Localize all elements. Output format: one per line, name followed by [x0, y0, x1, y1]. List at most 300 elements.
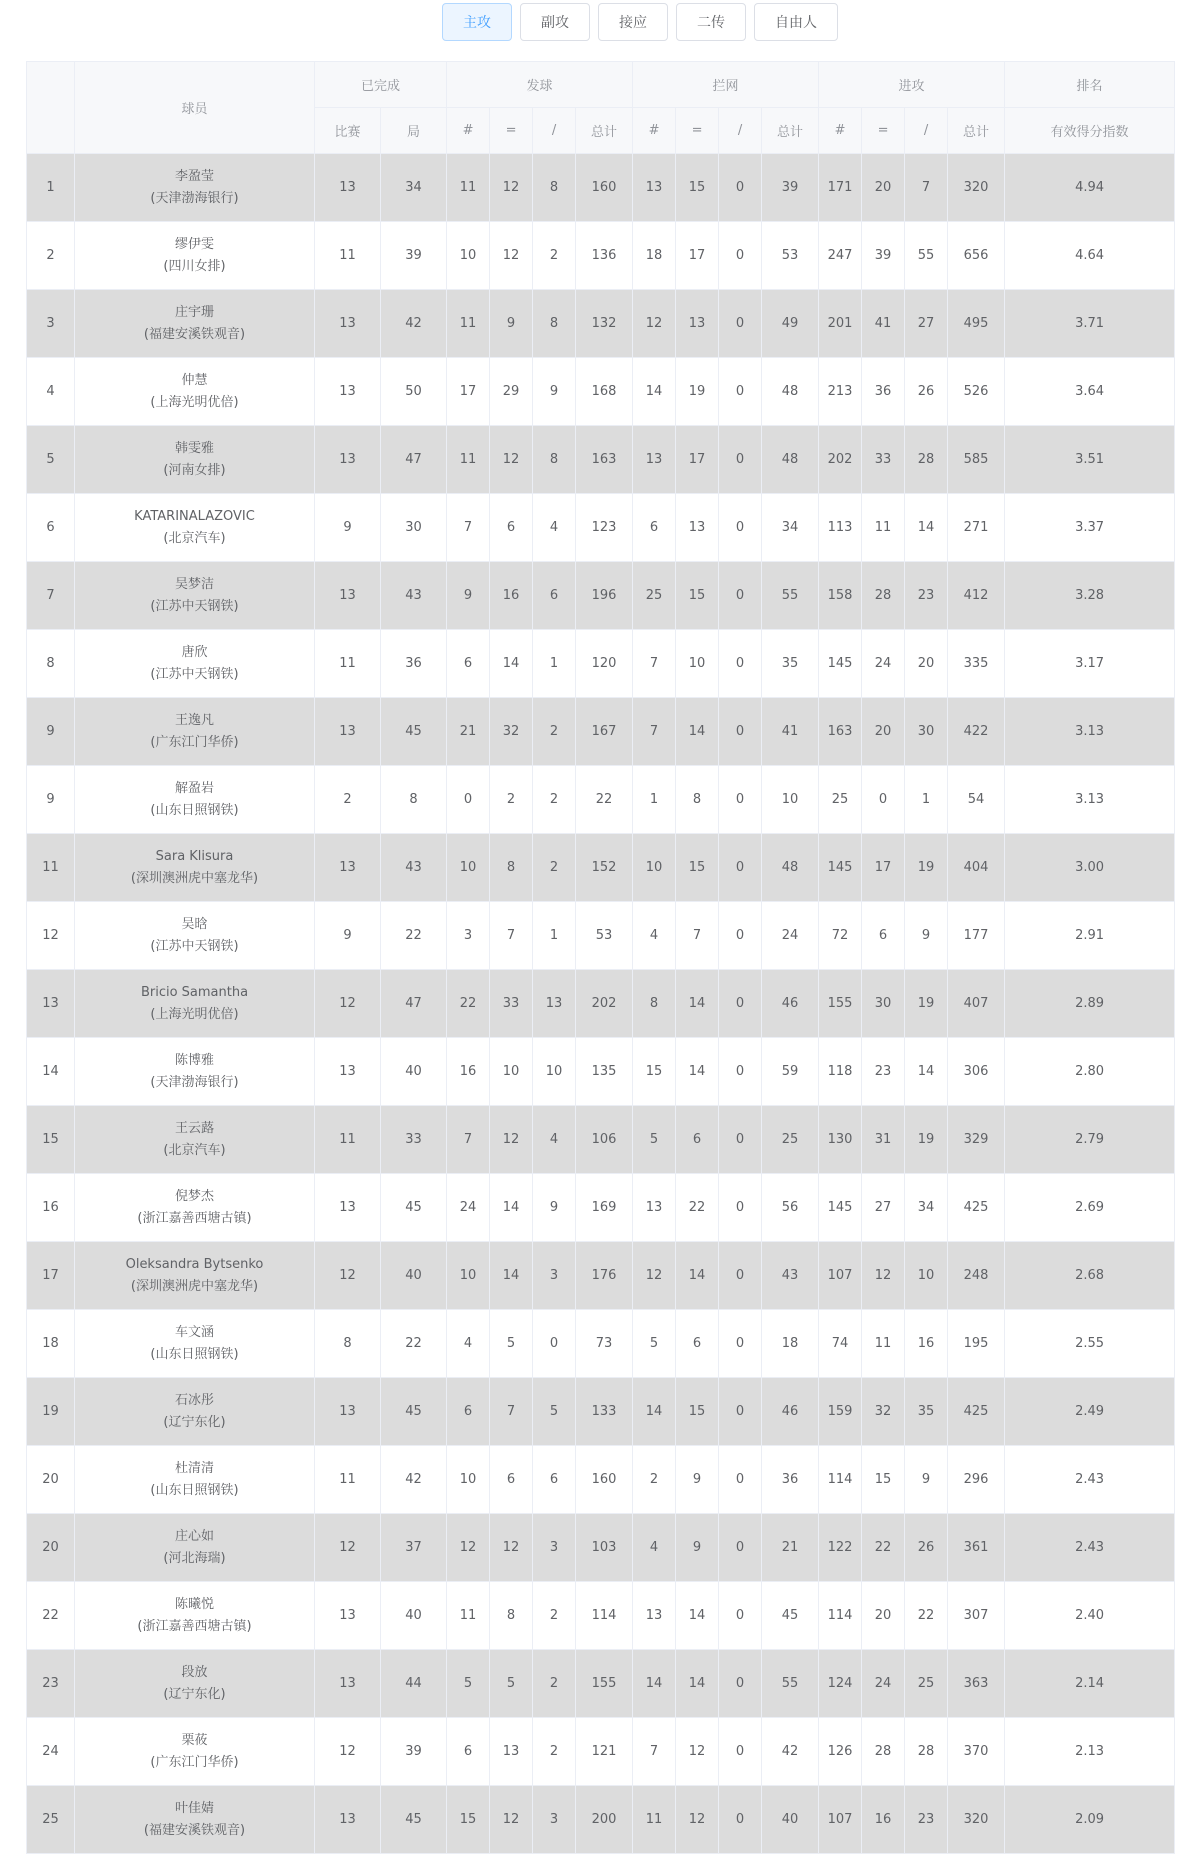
cell-matches: 12 — [315, 1242, 381, 1310]
player-name: Oleksandra Bytsenko — [125, 1256, 264, 1272]
cell-serve-error: 6 — [490, 494, 533, 562]
cell-serve-slash: 2 — [533, 1650, 576, 1718]
cell-player — [75, 1038, 315, 1106]
cell-player — [75, 766, 315, 834]
cell-player — [75, 1242, 315, 1310]
cell-attack-total: 370 — [948, 1718, 1005, 1786]
cell-block-error: 14 — [676, 1650, 719, 1718]
cell-serve-total: 196 — [576, 562, 633, 630]
player-name: 缪伊雯 — [174, 236, 214, 252]
cell-attack-total: 425 — [948, 1174, 1005, 1242]
cell-block-error: 17 — [676, 222, 719, 290]
cell-serve-ace: 12 — [447, 1514, 490, 1582]
cell-serve-error: 7 — [490, 902, 533, 970]
cell-attack-kill: 107 — [819, 1242, 862, 1310]
cell-serve-slash: 8 — [533, 426, 576, 494]
cell-attack-slash: 25 — [905, 1650, 948, 1718]
cell-block-error: 15 — [676, 154, 719, 222]
cell-rank: 25 — [27, 1786, 75, 1854]
cell-sets: 30 — [381, 494, 447, 562]
cell-serve-error: 8 — [490, 834, 533, 902]
cell-serve-total: 106 — [576, 1106, 633, 1174]
cell-serve-ace: 21 — [447, 698, 490, 766]
cell-attack-total: 495 — [948, 290, 1005, 358]
cell-block-slash: 0 — [719, 766, 762, 834]
cell-serve-error: 12 — [490, 426, 533, 494]
cell-serve-error: 5 — [490, 1650, 533, 1718]
cell-block-slash: 0 — [719, 1242, 762, 1310]
cell-rank: 20 — [27, 1514, 75, 1582]
table-row[interactable] — [27, 834, 1175, 902]
cell-effective-index: 3.71 — [1005, 290, 1175, 358]
table-row[interactable] — [27, 562, 1175, 630]
cell-sets: 8 — [381, 766, 447, 834]
cell-attack-kill: 158 — [819, 562, 862, 630]
cell-block-slash: 0 — [719, 290, 762, 358]
cell-attack-slash: 28 — [905, 1718, 948, 1786]
cell-attack-total: 306 — [948, 1038, 1005, 1106]
cell-serve-error: 16 — [490, 562, 533, 630]
cell-sets: 43 — [381, 834, 447, 902]
cell-attack-total: 320 — [948, 154, 1005, 222]
cell-block-error: 19 — [676, 358, 719, 426]
cell-block-total: 48 — [762, 834, 819, 902]
cell-matches: 13 — [315, 1174, 381, 1242]
cell-serve-ace: 11 — [447, 290, 490, 358]
cell-serve-total: 168 — [576, 358, 633, 426]
table-row[interactable] — [27, 902, 1175, 970]
cell-attack-slash: 10 — [905, 1242, 948, 1310]
cell-serve-total: 53 — [576, 902, 633, 970]
cell-rank: 1 — [27, 154, 75, 222]
cell-rank: 20 — [27, 1446, 75, 1514]
table-row[interactable] — [27, 1378, 1175, 1446]
cell-serve-ace: 11 — [447, 1582, 490, 1650]
table-row[interactable] — [27, 766, 1175, 834]
cell-matches: 11 — [315, 1446, 381, 1514]
cell-serve-ace: 7 — [447, 1106, 490, 1174]
cell-attack-error: 0 — [862, 766, 905, 834]
cell-serve-ace: 10 — [447, 834, 490, 902]
cell-rank: 12 — [27, 902, 75, 970]
cell-block-total: 59 — [762, 1038, 819, 1106]
cell-rank: 9 — [27, 698, 75, 766]
table-header — [27, 62, 1175, 154]
header-serve: 发球 — [447, 62, 633, 108]
cell-effective-index: 3.37 — [1005, 494, 1175, 562]
cell-matches: 13 — [315, 1786, 381, 1854]
cell-attack-slash: 26 — [905, 1514, 948, 1582]
player-team: (广东江门华侨) — [150, 734, 239, 750]
cell-player — [75, 834, 315, 902]
cell-block-total: 41 — [762, 698, 819, 766]
cell-block-point: 13 — [633, 1582, 676, 1650]
cell-attack-slash: 23 — [905, 562, 948, 630]
cell-serve-ace: 10 — [447, 222, 490, 290]
cell-sets: 44 — [381, 1650, 447, 1718]
cell-effective-index: 2.43 — [1005, 1514, 1175, 1582]
player-name: 陈曦悦 — [174, 1596, 214, 1612]
cell-serve-error: 7 — [490, 1378, 533, 1446]
cell-attack-slash: 7 — [905, 154, 948, 222]
cell-attack-kill: 201 — [819, 290, 862, 358]
player-team: (上海光明优倍) — [150, 394, 239, 410]
cell-serve-error: 33 — [490, 970, 533, 1038]
subheader-block-error: = — [676, 108, 719, 154]
cell-block-error: 9 — [676, 1446, 719, 1514]
cell-matches: 13 — [315, 698, 381, 766]
player-name: 王逸凡 — [174, 712, 214, 728]
cell-block-total: 25 — [762, 1106, 819, 1174]
cell-block-total: 34 — [762, 494, 819, 562]
cell-effective-index: 2.40 — [1005, 1582, 1175, 1650]
player-name: 陈博雅 — [174, 1052, 214, 1068]
subheader-serve-error: = — [490, 108, 533, 154]
player-name: 叶佳婧 — [174, 1800, 214, 1816]
player-team: (江苏中天钢铁) — [150, 666, 239, 682]
cell-block-point: 8 — [633, 970, 676, 1038]
cell-matches: 2 — [315, 766, 381, 834]
cell-serve-slash: 9 — [533, 1174, 576, 1242]
cell-block-total: 53 — [762, 222, 819, 290]
cell-block-slash: 0 — [719, 1378, 762, 1446]
player-name: 庄宇珊 — [174, 304, 214, 320]
cell-sets: 22 — [381, 1310, 447, 1378]
cell-player — [75, 1310, 315, 1378]
cell-block-point: 6 — [633, 494, 676, 562]
cell-rank: 23 — [27, 1650, 75, 1718]
cell-block-slash: 0 — [719, 1038, 762, 1106]
cell-matches: 13 — [315, 1038, 381, 1106]
cell-attack-total: 526 — [948, 358, 1005, 426]
cell-player — [75, 970, 315, 1038]
table-row[interactable] — [27, 1174, 1175, 1242]
cell-attack-slash: 27 — [905, 290, 948, 358]
cell-attack-slash: 1 — [905, 766, 948, 834]
cell-block-total: 55 — [762, 1650, 819, 1718]
cell-attack-kill: 247 — [819, 222, 862, 290]
cell-serve-ace: 0 — [447, 766, 490, 834]
cell-serve-slash: 8 — [533, 154, 576, 222]
cell-serve-total: 169 — [576, 1174, 633, 1242]
player-name: Sara Klisura — [155, 848, 234, 864]
cell-serve-slash: 2 — [533, 222, 576, 290]
cell-block-point: 7 — [633, 630, 676, 698]
cell-block-error: 12 — [676, 1786, 719, 1854]
cell-serve-total: 103 — [576, 1514, 633, 1582]
cell-block-error: 15 — [676, 834, 719, 902]
cell-rank: 2 — [27, 222, 75, 290]
cell-attack-slash: 19 — [905, 834, 948, 902]
cell-block-point: 13 — [633, 154, 676, 222]
player-team: (山东日照钢铁) — [150, 802, 239, 818]
tab-setter[interactable]: 二传 — [676, 3, 746, 41]
header-block: 拦网 — [633, 62, 819, 108]
player-team: (辽宁东化) — [163, 1686, 226, 1702]
cell-rank: 24 — [27, 1718, 75, 1786]
player-team: (福建安溪铁观音) — [143, 1822, 246, 1838]
cell-attack-error: 32 — [862, 1378, 905, 1446]
cell-rank: 17 — [27, 1242, 75, 1310]
cell-serve-error: 12 — [490, 222, 533, 290]
cell-block-total: 42 — [762, 1718, 819, 1786]
table-row[interactable] — [27, 1242, 1175, 1310]
cell-block-point: 15 — [633, 1038, 676, 1106]
cell-attack-total: 425 — [948, 1378, 1005, 1446]
cell-effective-index: 4.64 — [1005, 222, 1175, 290]
cell-attack-error: 30 — [862, 970, 905, 1038]
cell-attack-total: 296 — [948, 1446, 1005, 1514]
cell-serve-total: 160 — [576, 1446, 633, 1514]
cell-attack-kill: 113 — [819, 494, 862, 562]
cell-effective-index: 3.13 — [1005, 766, 1175, 834]
player-name: 韩雯雅 — [174, 440, 214, 456]
cell-serve-ace: 6 — [447, 1378, 490, 1446]
cell-matches: 13 — [315, 1582, 381, 1650]
cell-sets: 33 — [381, 1106, 447, 1174]
cell-attack-kill: 171 — [819, 154, 862, 222]
cell-attack-error: 22 — [862, 1514, 905, 1582]
cell-rank: 4 — [27, 358, 75, 426]
cell-player — [75, 698, 315, 766]
cell-attack-kill: 145 — [819, 630, 862, 698]
cell-effective-index: 2.55 — [1005, 1310, 1175, 1378]
cell-serve-error: 2 — [490, 766, 533, 834]
cell-serve-error: 14 — [490, 1174, 533, 1242]
tab-libero[interactable]: 自由人 — [754, 3, 838, 41]
cell-serve-error: 6 — [490, 1446, 533, 1514]
subheader-block-point: # — [633, 108, 676, 154]
cell-matches: 8 — [315, 1310, 381, 1378]
cell-attack-slash: 34 — [905, 1174, 948, 1242]
cell-serve-ace: 10 — [447, 1446, 490, 1514]
cell-serve-slash: 13 — [533, 970, 576, 1038]
cell-block-point: 11 — [633, 1786, 676, 1854]
player-team: (四川女排) — [163, 258, 226, 274]
cell-player — [75, 1650, 315, 1718]
player-team: (上海光明优倍) — [150, 1006, 239, 1022]
player-name: 栗莜 — [181, 1732, 208, 1748]
cell-block-error: 7 — [676, 902, 719, 970]
table-row[interactable] — [27, 494, 1175, 562]
table-row[interactable] — [27, 358, 1175, 426]
cell-block-slash: 0 — [719, 222, 762, 290]
cell-effective-index: 2.09 — [1005, 1786, 1175, 1854]
cell-sets: 43 — [381, 562, 447, 630]
table-row[interactable] — [27, 1514, 1175, 1582]
tab-opposite[interactable]: 接应 — [598, 3, 668, 41]
cell-serve-total: 135 — [576, 1038, 633, 1106]
subheader-serve-ace: # — [447, 108, 490, 154]
table-row[interactable] — [27, 426, 1175, 494]
cell-block-point: 1 — [633, 766, 676, 834]
cell-block-error: 15 — [676, 562, 719, 630]
cell-serve-slash: 6 — [533, 562, 576, 630]
cell-attack-slash: 35 — [905, 1378, 948, 1446]
player-team: (北京汽车) — [163, 530, 226, 546]
table-row[interactable] — [27, 154, 1175, 222]
cell-block-slash: 0 — [719, 358, 762, 426]
table-row[interactable] — [27, 1106, 1175, 1174]
player-team: (浙江嘉善西塘古镇) — [137, 1210, 252, 1226]
cell-attack-total: 329 — [948, 1106, 1005, 1174]
cell-block-point: 2 — [633, 1446, 676, 1514]
player-team: (山东日照钢铁) — [150, 1346, 239, 1362]
table-row[interactable] — [27, 698, 1175, 766]
cell-block-total: 40 — [762, 1786, 819, 1854]
player-team: (广东江门华侨) — [150, 1754, 239, 1770]
cell-serve-total: 123 — [576, 494, 633, 562]
cell-attack-kill: 213 — [819, 358, 862, 426]
table-row[interactable] — [27, 1446, 1175, 1514]
stats-table-container — [26, 61, 1174, 1854]
cell-block-point: 12 — [633, 290, 676, 358]
cell-attack-error: 36 — [862, 358, 905, 426]
subheader-block-total: 总计 — [762, 108, 819, 154]
cell-serve-slash: 2 — [533, 834, 576, 902]
player-name: 李盈莹 — [174, 168, 214, 184]
cell-block-total: 46 — [762, 1378, 819, 1446]
cell-attack-kill: 155 — [819, 970, 862, 1038]
cell-attack-kill: 163 — [819, 698, 862, 766]
subheader-serve-slash: / — [533, 108, 576, 154]
cell-attack-error: 20 — [862, 154, 905, 222]
cell-serve-error: 9 — [490, 290, 533, 358]
player-name: 杜清清 — [174, 1460, 214, 1476]
cell-attack-error: 11 — [862, 1310, 905, 1378]
cell-sets: 39 — [381, 1718, 447, 1786]
player-team: (河北海瑞) — [163, 1550, 226, 1566]
cell-serve-slash: 2 — [533, 1718, 576, 1786]
cell-sets: 22 — [381, 902, 447, 970]
cell-attack-kill: 126 — [819, 1718, 862, 1786]
cell-effective-index: 2.49 — [1005, 1378, 1175, 1446]
cell-matches: 13 — [315, 834, 381, 902]
cell-sets: 42 — [381, 290, 447, 358]
cell-attack-total: 412 — [948, 562, 1005, 630]
header-rank: 排名 — [1005, 62, 1175, 108]
cell-attack-error: 28 — [862, 562, 905, 630]
cell-attack-total: 585 — [948, 426, 1005, 494]
cell-attack-total: 307 — [948, 1582, 1005, 1650]
table-row[interactable] — [27, 1786, 1175, 1854]
cell-serve-ace: 24 — [447, 1174, 490, 1242]
cell-serve-slash: 3 — [533, 1242, 576, 1310]
cell-sets: 45 — [381, 1174, 447, 1242]
cell-block-total: 49 — [762, 290, 819, 358]
cell-attack-error: 12 — [862, 1242, 905, 1310]
table-row[interactable] — [27, 290, 1175, 358]
cell-block-slash: 0 — [719, 1650, 762, 1718]
cell-serve-total: 160 — [576, 154, 633, 222]
cell-serve-slash: 2 — [533, 1582, 576, 1650]
cell-block-error: 14 — [676, 698, 719, 766]
cell-block-slash: 0 — [719, 902, 762, 970]
cell-block-slash: 0 — [719, 970, 762, 1038]
cell-matches: 13 — [315, 290, 381, 358]
header-completed: 已完成 — [315, 62, 447, 108]
cell-block-slash: 0 — [719, 1310, 762, 1378]
cell-serve-error: 8 — [490, 1582, 533, 1650]
cell-effective-index: 2.91 — [1005, 902, 1175, 970]
cell-rank: 8 — [27, 630, 75, 698]
cell-attack-kill: 72 — [819, 902, 862, 970]
cell-serve-total: 152 — [576, 834, 633, 902]
cell-player — [75, 1582, 315, 1650]
cell-block-point: 4 — [633, 1514, 676, 1582]
cell-block-error: 22 — [676, 1174, 719, 1242]
cell-effective-index: 3.64 — [1005, 358, 1175, 426]
cell-block-point: 18 — [633, 222, 676, 290]
cell-attack-total: 407 — [948, 970, 1005, 1038]
cell-block-slash: 0 — [719, 834, 762, 902]
table-row[interactable] — [27, 222, 1175, 290]
cell-block-slash: 0 — [719, 426, 762, 494]
cell-attack-error: 20 — [862, 698, 905, 766]
cell-rank: 22 — [27, 1582, 75, 1650]
cell-block-point: 5 — [633, 1310, 676, 1378]
table-row[interactable] — [27, 1582, 1175, 1650]
cell-attack-error: 28 — [862, 1718, 905, 1786]
cell-block-slash: 0 — [719, 1446, 762, 1514]
cell-attack-error: 41 — [862, 290, 905, 358]
cell-block-error: 17 — [676, 426, 719, 494]
cell-effective-index: 4.94 — [1005, 154, 1175, 222]
subheader-block-slash: / — [719, 108, 762, 154]
cell-player — [75, 1106, 315, 1174]
cell-block-total: 48 — [762, 426, 819, 494]
player-team: (天津渤海银行) — [150, 1074, 239, 1090]
cell-serve-ace: 6 — [447, 630, 490, 698]
cell-block-total: 18 — [762, 1310, 819, 1378]
cell-block-error: 14 — [676, 1242, 719, 1310]
subheader-serve-total: 总计 — [576, 108, 633, 154]
table-row[interactable] — [27, 1650, 1175, 1718]
cell-block-total: 35 — [762, 630, 819, 698]
table-row[interactable] — [27, 630, 1175, 698]
cell-player — [75, 426, 315, 494]
cell-serve-error: 12 — [490, 154, 533, 222]
cell-player — [75, 1718, 315, 1786]
cell-sets: 37 — [381, 1514, 447, 1582]
header-attack: 进攻 — [819, 62, 1005, 108]
cell-attack-total: 54 — [948, 766, 1005, 834]
cell-serve-slash: 2 — [533, 766, 576, 834]
cell-player — [75, 290, 315, 358]
player-name: 王云蕗 — [174, 1120, 214, 1136]
table-row[interactable] — [27, 1718, 1175, 1786]
cell-matches: 13 — [315, 154, 381, 222]
cell-block-slash: 0 — [719, 630, 762, 698]
cell-attack-error: 24 — [862, 1650, 905, 1718]
tab-middle-blocker[interactable]: 副攻 — [520, 3, 590, 41]
cell-attack-slash: 14 — [905, 1038, 948, 1106]
cell-attack-kill: 114 — [819, 1446, 862, 1514]
cell-rank: 9 — [27, 766, 75, 834]
cell-block-error: 8 — [676, 766, 719, 834]
table-row[interactable] — [27, 970, 1175, 1038]
table-row[interactable] — [27, 1038, 1175, 1106]
cell-rank: 3 — [27, 290, 75, 358]
table-row[interactable] — [27, 1310, 1175, 1378]
cell-player — [75, 1786, 315, 1854]
cell-sets: 45 — [381, 1378, 447, 1446]
tab-outside-hitter[interactable]: 主攻 — [442, 3, 512, 41]
player-team: (山东日照钢铁) — [150, 1482, 239, 1498]
cell-serve-ace: 9 — [447, 562, 490, 630]
cell-block-slash: 0 — [719, 494, 762, 562]
cell-block-total: 10 — [762, 766, 819, 834]
